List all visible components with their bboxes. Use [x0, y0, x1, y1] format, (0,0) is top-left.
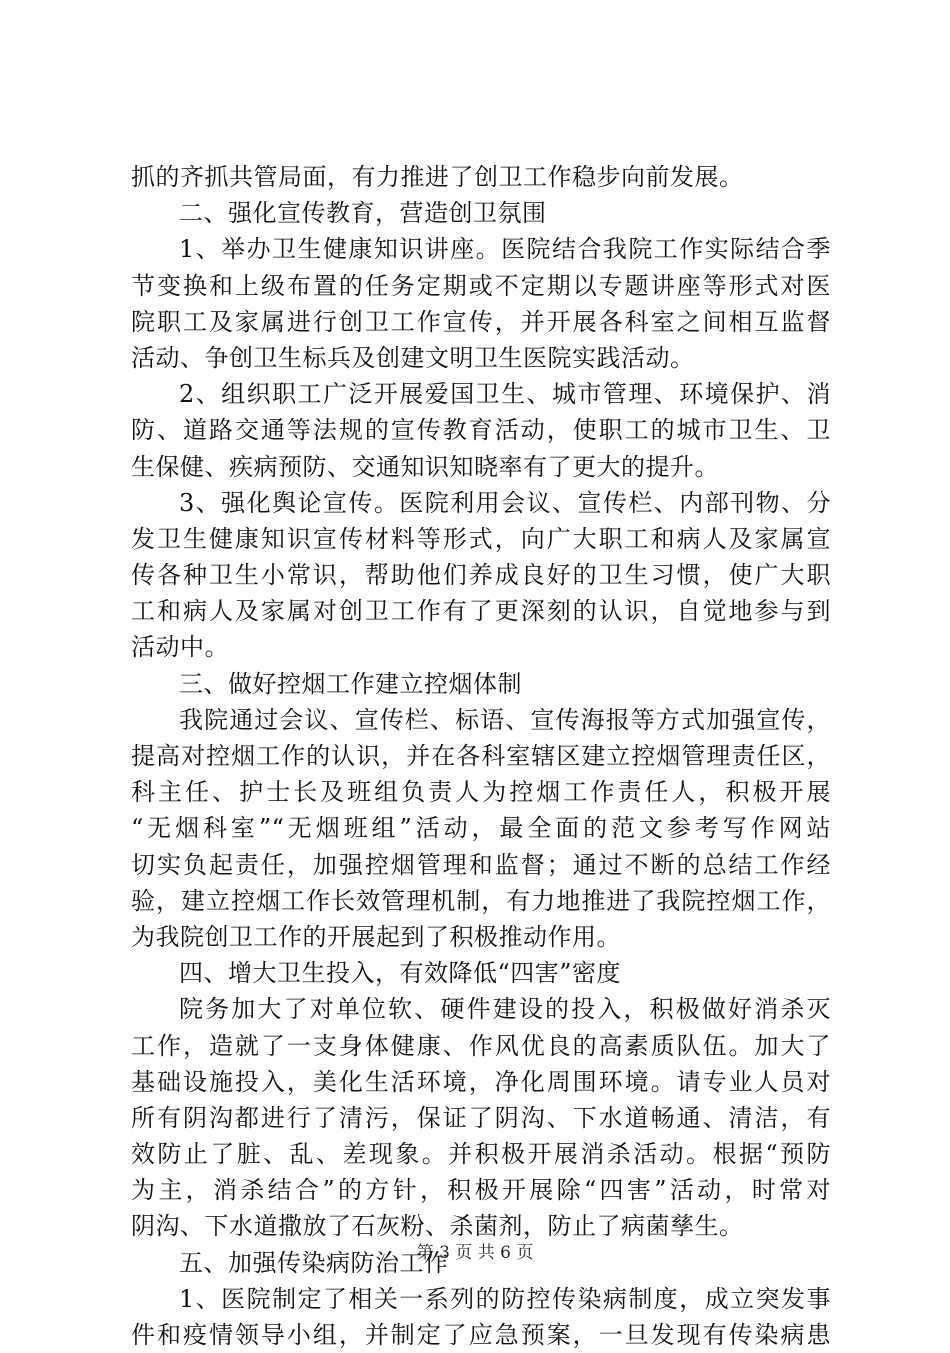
paragraph-line: 效防止了脏、乱、差现象。并积极开展消杀活动。根据“预防 [131, 1140, 831, 1169]
paragraph-line: “无烟科室”“无烟班组”活动，最全面的范文参考写作网站 [131, 814, 831, 843]
paragraph-line: 3、强化舆论宣传。医院利用会议、宣传栏、内部刊物、分 [179, 488, 831, 517]
paragraph-line: 传各种卫生小常识，帮助他们养成良好的卫生习惯，使广大职 [131, 561, 831, 590]
paragraph-line: 活动、争创卫生标兵及创建文明卫生医院实践活动。 [131, 343, 695, 372]
paragraph-line: 抓的齐抓共管局面，有力推进了创卫工作稳步向前发展。 [131, 163, 744, 191]
paragraph-line: 防、道路交通等法规的宣传教育活动，使职工的城市卫生、卫 [131, 416, 831, 445]
section-heading: 四、增大卫生投入，有效降低“四害”密度 [179, 959, 622, 988]
paragraph-line: 切实负起责任，加强控烟管理和监督；通过不断的总结工作经 [131, 850, 831, 879]
paragraph-line: 阴沟、下水道撒放了石灰粉、杀菌剂，防止了病菌孳生。 [131, 1212, 744, 1241]
paragraph-line: 提高对控烟工作的认识，并在各科室辖区建立控烟管理责任区， [131, 742, 831, 770]
paragraph-line: 件和疫情领导小组，并制定了应急预案，一旦发现有传染病患 [131, 1321, 831, 1349]
page-footer [0, 1243, 950, 1263]
paragraph-line: 为我院创卫工作的开展起到了积极推动作用。 [131, 922, 621, 951]
page-number: 第 3 页 共 6 页 [416, 1243, 534, 1263]
paragraph-line: 工和病人及家属对创卫工作有了更深刻的认识，自觉地参与到 [131, 597, 831, 626]
section-heading: 二、强化宣传教育，营造创卫氛围 [179, 199, 547, 228]
paragraph-line: 发卫生健康知识宣传材料等形式，向广大职工和病人及家属宣 [131, 524, 831, 553]
paragraph-line: 基础设施投入，美化生活环境，净化周围环境。请专业人员对 [131, 1067, 831, 1096]
paragraph-line: 节变换和上级布置的任务定期或不定期以专题讲座等形式对医 [131, 271, 831, 300]
paragraph-line: 院职工及家属进行创卫工作宣传，并开展各科室之间相互监督 [131, 307, 831, 336]
paragraph-line: 1、医院制定了相关一系列的防控传染病制度，成立突发事 [179, 1284, 831, 1313]
paragraph-line: 所有阴沟都进行了清污，保证了阴沟、下水道畅通、清洁，有 [131, 1103, 831, 1132]
section-heading: 五、加强传染病防治工作 [179, 1248, 449, 1277]
paragraph-line: 工作，造就了一支身体健康、作风优良的高素质队伍。加大了 [131, 1031, 831, 1060]
paragraph-line: 我院通过会议、宣传栏、标语、宣传海报等方式加强宣传， [179, 705, 831, 734]
paragraph-line: 验，建立控烟工作长效管理机制，有力地推进了我院控烟工作， [131, 886, 831, 915]
paragraph-line: 为主，消杀结合”的方针，积极开展除“四害”活动，时常对 [131, 1176, 831, 1205]
paragraph-line: 2、组织职工广泛开展爱国卫生、城市管理、环境保护、消 [179, 380, 831, 409]
paragraph-line: 活动中。 [131, 633, 229, 662]
paragraph-line: 生保健、疾病预防、交通知识知晓率有了更大的提升。 [131, 452, 719, 481]
section-heading: 三、做好控烟工作建立控烟体制 [179, 669, 522, 698]
paragraph-line: 1、举办卫生健康知识讲座。医院结合我院工作实际结合季 [179, 235, 831, 264]
paragraph-line: 科主任、护士长及班组负责人为控烟工作责任人，积极开展 [131, 778, 831, 807]
paragraph-line: 院务加大了对单位软、硬件建设的投入，积极做好消杀灭 [179, 995, 831, 1024]
document-body [131, 159, 831, 1353]
